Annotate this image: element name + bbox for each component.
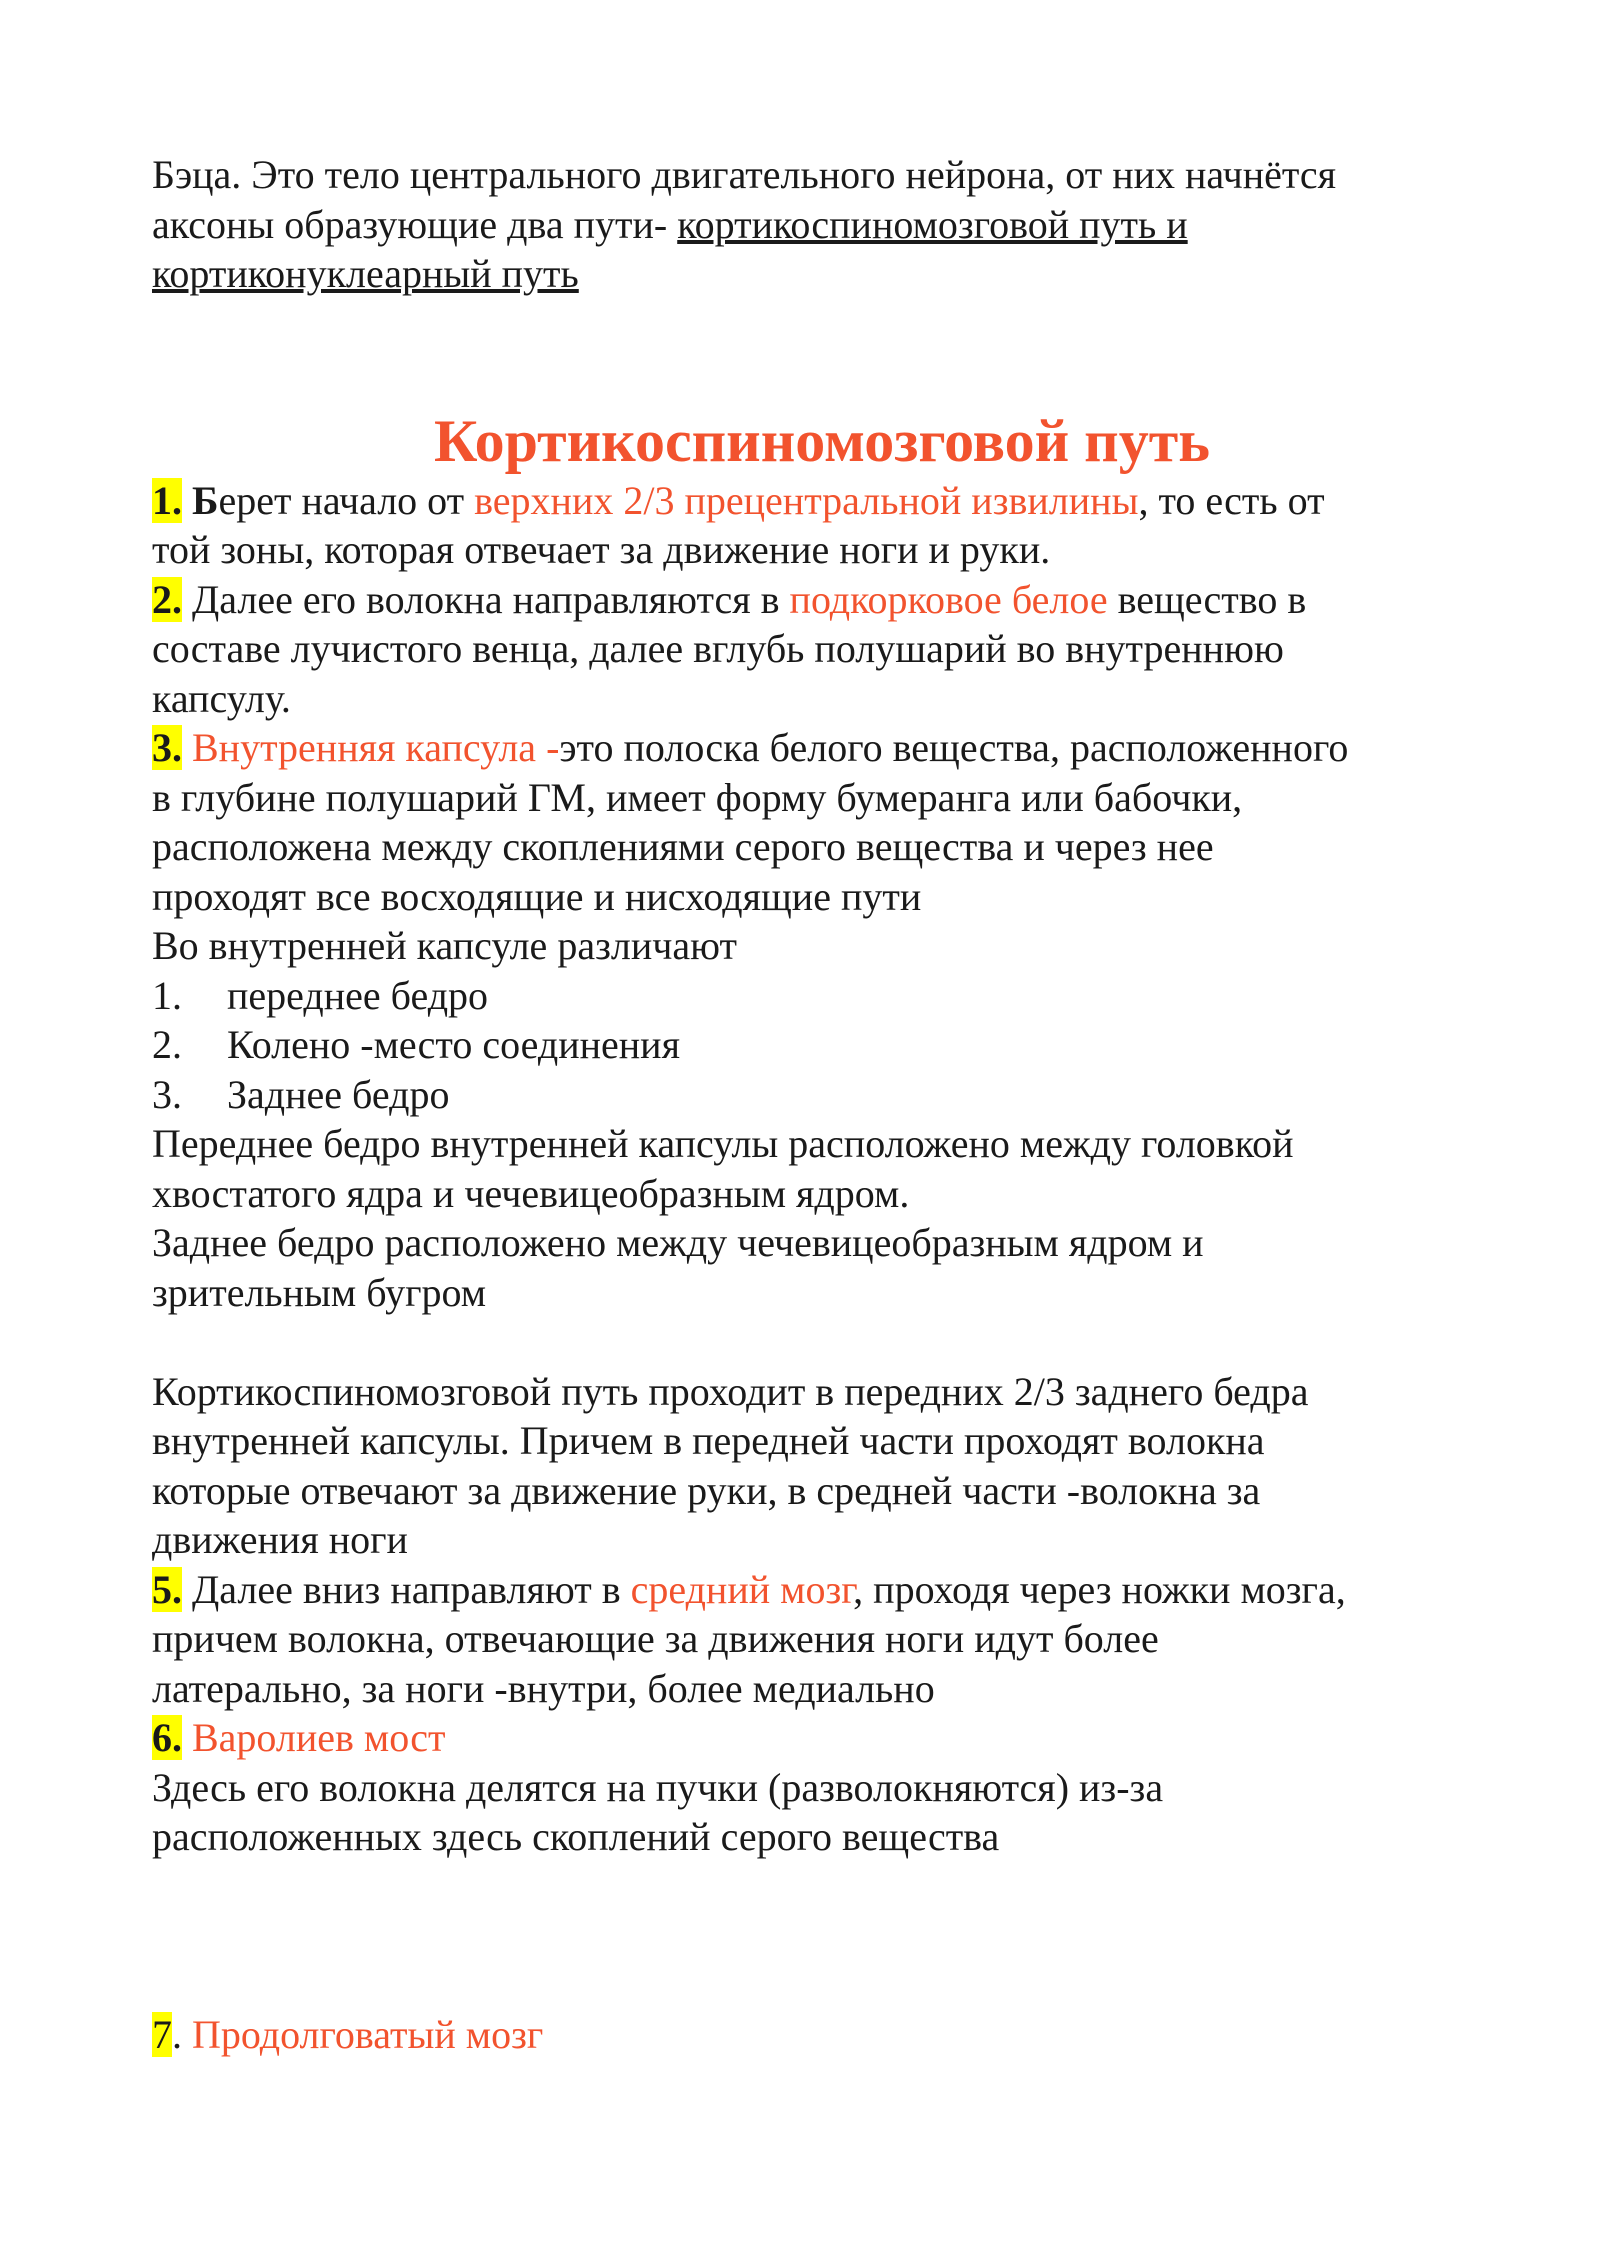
item-3-line-1 [152, 723, 1452, 773]
item-2-line-1 [152, 575, 1452, 625]
underlined-term-corticospinal: кортикоспиномозговой путь и [677, 201, 1188, 247]
list-item [152, 971, 1452, 1021]
item-2-line-2: составе лучистого венца, далее вглубь полушарий во внутреннюю [152, 626, 1284, 671]
path-line-2: внутренней капсулы. Причем в передней части проходят волокна [152, 1418, 1265, 1463]
item-3-highlight-term: Внутренняя капсула - [182, 725, 560, 770]
intro-line-2 [152, 200, 1452, 250]
item-3-line-2: в глубине полушарий ГМ, имеет форму бумеранга или бабочки, [152, 774, 1243, 820]
item-number-5: 5. [152, 1566, 182, 1612]
item-number-7: 7 [152, 2011, 172, 2057]
item-number-3: 3. [152, 725, 182, 770]
item-6-line-3: расположенных здесь скоплений серого вещества [152, 1814, 1000, 1859]
list-item [152, 1070, 1452, 1120]
item-5-highlight-term: средний мозг [630, 1566, 854, 1612]
intro-line-1: Бэца. Это тело центрального двигательного нейрона, от них начнётся [152, 152, 1336, 197]
item-1-line-2: той зоны, которая отвечает за движение ноги и руки. [152, 527, 1051, 572]
list-label: Колено -место соединения [227, 1022, 680, 1067]
item-5-line-2: причем волокна, отвечающие за движения ноги идут более [152, 1616, 1159, 1661]
item-3-line-3: расположена между скоплениями серого вещества и через нее [152, 824, 1214, 869]
item-2-highlight-term: подкорковое белое [789, 576, 1108, 622]
spacer [152, 1317, 1452, 1367]
item-2-text-end: вещество в [1107, 576, 1307, 622]
item-1-bold: Б [182, 477, 219, 523]
front-limb-line-2: хвостатого ядра и чечевицеобразным ядром. [152, 1170, 910, 1216]
item-6-highlight-term: Варолиев мост [182, 1715, 446, 1760]
item-6-line-2: Здесь его волокна делятся на пучки (разволокняются) из-за [152, 1764, 1164, 1810]
back-limb-line-2: зрительным бугром [152, 1269, 487, 1315]
list-number: 3. [152, 1071, 182, 1117]
item-7-dot: . [172, 2011, 182, 2057]
path-line-3: которые отвечают за движение руки, в средней части -волокна за [152, 1467, 1261, 1513]
item-7-line-1 [152, 2010, 1452, 2060]
section-title: Кортикоспиномозговой путь [434, 407, 1210, 474]
item-5-line-3: латерально, за ноги -внутри, более медиально [152, 1665, 935, 1711]
list-label: переднее бедро [227, 972, 489, 1018]
item-1-text: ерет начало от [218, 477, 475, 523]
item-5-text-end: , проходя через ножки мозга, [853, 1566, 1346, 1612]
item-2-text: Далее его волокна направляются в [182, 576, 790, 622]
item-number-6: 6. [152, 1715, 182, 1760]
item-number-2: 2. [152, 576, 182, 622]
list-label: Заднее бедро [227, 1071, 450, 1117]
item-3-line-4: проходят все восходящие и нисходящие пути [152, 873, 922, 919]
item-1-highlight-term: верхних 2/3 прецентральной извилины [474, 477, 1139, 523]
item-5-line-1 [152, 1565, 1452, 1615]
spacer [152, 1862, 1452, 2010]
item-5-text: Далее вниз направляют в [182, 1566, 631, 1612]
item-1-text-end: , то есть от [1138, 477, 1325, 523]
path-line-4: движения ноги [152, 1517, 408, 1562]
capsule-intro: Во внутренней капсуле различают [152, 923, 737, 968]
list-number: 1. [152, 972, 182, 1018]
back-limb-line-1: Заднее бедро расположено между чечевицеобразным ядром и [152, 1220, 1204, 1265]
path-line-1: Кортикоспиномозговой путь проходит в передних 2/3 заднего бедра [152, 1368, 1309, 1414]
front-limb-line-1: Переднее бедро внутренней капсулы расположено между головкой [152, 1121, 1294, 1166]
item-3-text: это полоска белого вещества, расположенного [559, 725, 1349, 770]
document-page [152, 150, 1452, 2059]
intro-line-3 [152, 249, 1452, 299]
intro-text: аксоны образующие два пути- [152, 201, 678, 247]
item-number-1: 1. [152, 477, 182, 523]
item-6-line-1 [152, 1713, 1452, 1763]
item-7-highlight-term: Продолговатый мозг [182, 2011, 544, 2057]
list-number: 2. [152, 1022, 182, 1067]
underlined-term-corticonuclear: кортиконуклеарный путь [152, 251, 579, 296]
list-item [152, 1020, 1452, 1070]
item-2-line-3: капсулу. [152, 675, 291, 721]
spacer [152, 299, 1452, 406]
item-1-line-1 [152, 476, 1452, 526]
